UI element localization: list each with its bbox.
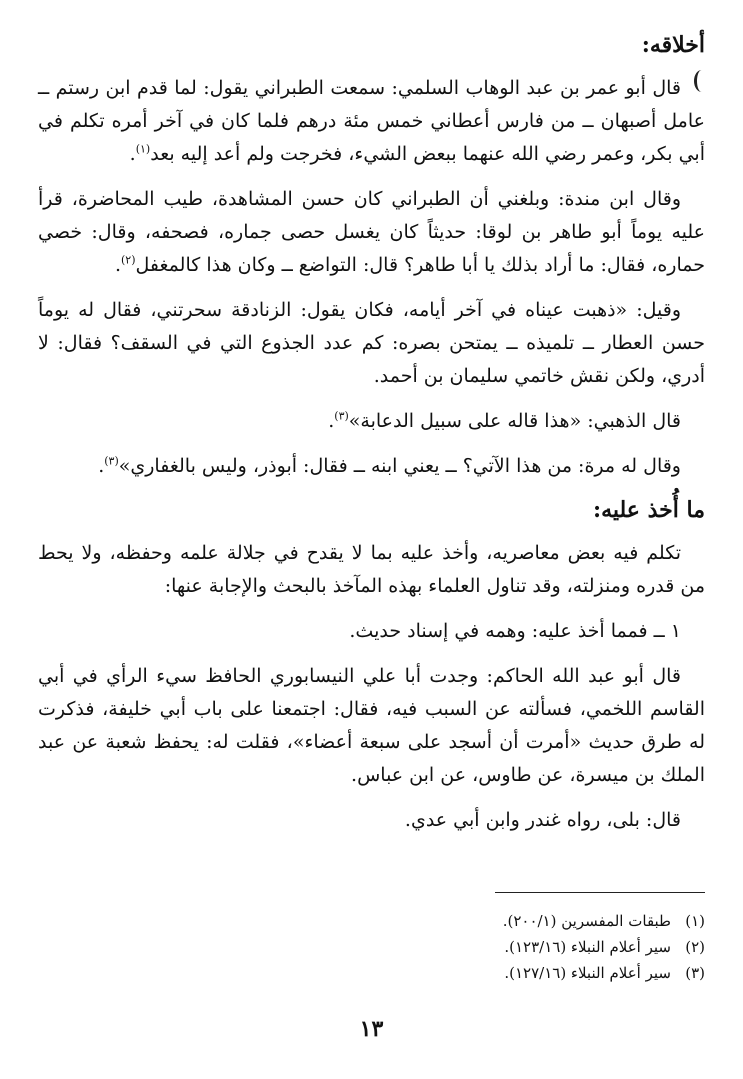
footnote-number: (٢) — [685, 938, 705, 956]
footnotes — [38, 908, 705, 986]
footnote-divider — [495, 892, 705, 893]
footnote-text: سير أعلام النبلاء (١٢٣/١٦). — [504, 938, 671, 956]
footnote-ref: (١) — [135, 142, 151, 156]
footnote-number: (١) — [685, 912, 705, 930]
section-heading-character: أخلاقه: — [641, 32, 705, 58]
paragraph-text: قال أبو عمر بن عبد الوهاب السلمي: سمعت الطبراني يقول: لما قدم ابن رستم ــ عامل أصبهان ــ من فارس أعطاني خمس مئة درهم فلما كان في آخر أمره تكلم في أبي بكر، وعمر رضي الله عنهما ببعض الشيء، فخرجت ولم أعد إليه بعد — [38, 77, 705, 165]
paragraph: ١ ــ فمما أخذ عليه: وهمه في إسناد حديث. — [349, 620, 681, 642]
footnote-ref: (٣) — [104, 454, 119, 468]
book-page — [38, 30, 705, 1059]
footnote-ref: (٢) — [120, 253, 136, 267]
page-number: ١٣ — [359, 1016, 384, 1042]
footnote-number: (٣) — [685, 964, 705, 982]
footnote-ref: (٣) — [334, 409, 349, 423]
footnote-text: طبقات المفسرين (٢٠٠/١). — [502, 912, 671, 930]
paragraph-text: وقال ابن مندة: وبلغني أن الطبراني كان حسن المشاهدة، طيب المحاضرة، قرأ عليه يوماً أبو طاهر بن لوقا: حديثاً كان يغسل حصى جماره، فصحفه، وقال: خصي حماره، فقال: ما أراد بذلك يا أبا طاهر؟ قال: التواضع ــ وكان هذا كالمغفل — [38, 188, 705, 276]
footnote-item — [38, 908, 705, 934]
footnote-item — [38, 960, 705, 986]
footnote-item — [38, 934, 705, 960]
paragraph: قال أبو عمر بن عبد الوهاب السلمي: سمعت الطبراني يقول: لما قدم ابن رستم ــ عامل أصبهان ــ من فارس أعطاني خمس مئة درهم فلما كان في آخر أمره تكلم في أبي بكر، وعمر رضي الله عنهما ببعض الشيء، فخرجت ولم أعد إليه بعد$^{(١)}$. — [38, 77, 705, 165]
paragraph: قال: بلى، رواه غندر وابن أبي عدي. — [404, 809, 681, 831]
paragraph: وقال ابن مندة: وبلغني أن الطبراني كان حسن المشاهدة، طيب المحاضرة، قرأ عليه يوماً أبو طاهر بن لوقا: حديثاً كان يغسل حصى جماره، فصحفه، وقال: خصي حماره، فقال: ما أراد بذلك يا أبا طاهر؟ قال: التواضع ــ وكان هذا كالمغفل$^{(٢)}$. — [38, 188, 705, 276]
paragraph-text: قال الذهبي: «هذا قاله على سبيل الدعابة» — [348, 410, 681, 432]
paragraph: تكلم فيه بعض معاصريه، وأخذ عليه بما لا يقدح في جلالة علمه وحفظه، ولا يحط من قدره ومنزلته، وقد تناول العلماء بهذه المآخذ بالبحث والإجابة عنها: — [38, 542, 705, 597]
paragraph: وقال له مرة: من هذا الآتي؟ ــ يعني ابنه ــ فقال: أبوذر، وليس بالغفاري»$^{(٣)}$. — [98, 454, 681, 477]
paragraph: قال الذهبي: «هذا قاله على سبيل الدعابة»$^{(٣)}$. — [328, 409, 681, 432]
paragraph-text: وقيل: «ذهبت عيناه في آخر أيامه، فكان يقول: الزنادقة سحرتني، فقال له يوماً حسن العطار ــ تلميذه ــ يمتحن بصره: كم عدد الجذوع التي في السقف؟ فقال: لا أدري، ولكن نقش خاتمي سليمان بن أحمد. — [38, 299, 705, 387]
page-corner-mark — [694, 70, 709, 92]
paragraph — [38, 294, 705, 393]
section-heading-criticism: ما أُخذ عليه: — [592, 497, 705, 523]
footnote-text: سير أعلام النبلاء (١٢٧/١٦). — [504, 964, 671, 982]
paragraph: قال أبو عبد الله الحاكم: وجدت أبا علي النيسابوري الحافظ سيء الرأي في أبي القاسم اللخمي، فسألته عن السبب فيه، فقال: اجتمعنا على باب أبي خليفة، فذكرت له طرق حديث «أمرت أن أسجد على سبعة أعضاء»، فقلت له: يحفظ شعبة عن عبد الملك بن ميسرة، عن طاوس، عن ابن عباس. — [38, 665, 705, 786]
paragraph-text: وقال له مرة: من هذا الآتي؟ ــ يعني ابنه ــ فقال: أبوذر، وليس بالغفاري» — [118, 455, 681, 477]
